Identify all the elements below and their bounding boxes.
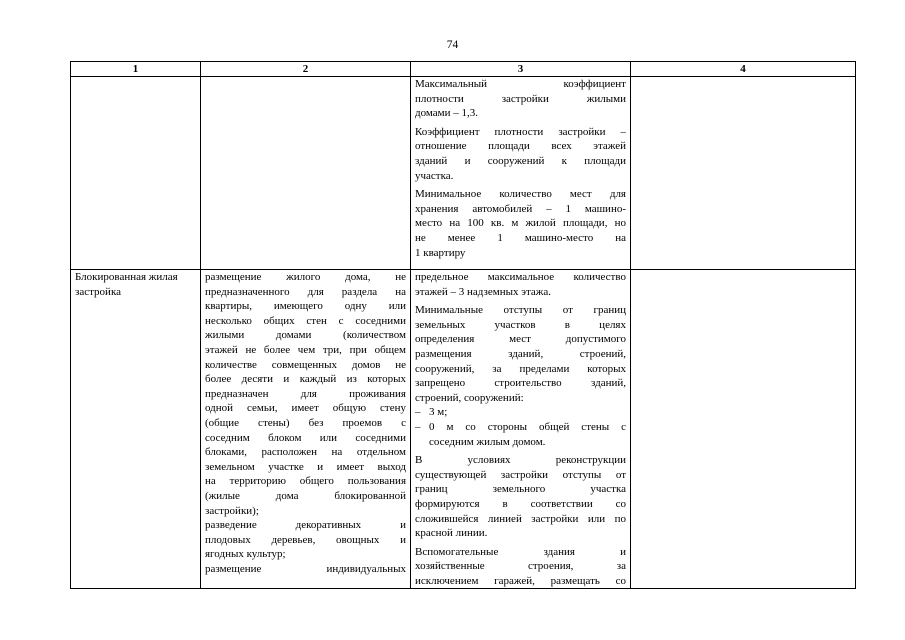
text-line: 1 квартиру (415, 246, 466, 259)
column-header: 2 (201, 62, 411, 77)
text-line: несколько общих стен с соседними (205, 314, 406, 327)
table-cell-col1 (71, 270, 201, 589)
text-line: (жилые дома блокированной (205, 489, 406, 502)
text-paragraph (415, 303, 626, 405)
text-line: блоками, расположен на отдельном (205, 446, 406, 459)
text-line: Минимальное количество мест для (415, 188, 626, 201)
text-paragraph (415, 453, 626, 541)
text-line: место на 100 кв. м жилой площади, но (415, 217, 626, 230)
text-line: плотности застройки жилыми (415, 92, 626, 105)
text-paragraph (205, 562, 406, 577)
text-line (415, 405, 626, 420)
column-header: 4 (631, 62, 856, 77)
text-line: границ земельного участка (415, 483, 626, 496)
text-line: размещения зданий, строений, (415, 347, 626, 360)
text-line-content: 0 м со стороны общей стены с (429, 420, 626, 433)
text-line: запрещено строительство зданий, (415, 377, 626, 390)
text-line-content: 3 м; (429, 406, 448, 419)
text-line: исключением гаражей, размещать со (415, 574, 626, 587)
text-paragraph (415, 545, 626, 589)
text-line: существующей застройки отступы от (415, 468, 626, 481)
dash-marker: – (415, 420, 421, 433)
text-line: определения мест допустимого (415, 333, 626, 346)
text-line: Коэффициент плотности застройки – (415, 125, 626, 138)
text-line: сложившейся линией застройки или по (415, 512, 626, 525)
text-line: на территорию общего пользования (205, 475, 406, 488)
text-line: предназначенного для раздела на (205, 285, 406, 298)
text-line: сооружений, за пределами которых (415, 362, 626, 375)
text-line: земельных участков в целях (415, 318, 626, 331)
text-line-content: соседним жилым домом. (429, 435, 546, 448)
text-line: Минимальные отступы от границ (415, 304, 626, 317)
text-line: этажей не более чем три, при общем (205, 343, 406, 356)
text-line: ягодных культур; (205, 548, 286, 561)
text-line: Вспомогательные здания и (415, 545, 626, 558)
text-line: зданий и сооружений к площади (415, 154, 626, 167)
text-line: отношение площади всех этажей (415, 140, 626, 153)
text-line: жилыми домами (количеством (205, 329, 406, 342)
text-line: формируются в соответствии со (415, 497, 626, 510)
text-line: размещение жилого дома, не (205, 271, 406, 283)
text-line: домами – 1,3. (415, 107, 479, 120)
text-line: красной линии. (415, 527, 488, 540)
text-paragraph (415, 270, 626, 299)
column-header: 1 (71, 62, 201, 77)
table-cell-col4 (631, 270, 856, 589)
text-paragraph (205, 270, 406, 518)
text-line (415, 420, 626, 435)
text-paragraph (415, 125, 626, 183)
text-line: размещение индивидуальных (205, 562, 406, 575)
text-line: В условиях реконструкции (415, 454, 626, 467)
text-line: предельное максимальное количество (415, 271, 626, 283)
text-line: предназначен для проживания (205, 387, 406, 400)
table-cell-col3 (411, 270, 631, 589)
text-line: плодовых деревьев, овощных и (205, 533, 406, 546)
text-line: количестве совмещенных домов не (205, 358, 406, 371)
table-cell-col2 (201, 77, 411, 270)
text-line: Максимальный коэффициент (415, 78, 626, 90)
table-cell-col2 (201, 270, 411, 589)
table-cell-col3 (411, 77, 631, 270)
page-number: 74 (446, 39, 459, 51)
text-line: хранения автомобилей – 1 машино- (415, 202, 626, 215)
text-line: участка. (415, 169, 454, 182)
dash-marker: – (415, 406, 421, 419)
text-line (415, 435, 626, 450)
table-row (71, 270, 856, 589)
use-type-label: Блокированная жилая застройка (75, 271, 178, 298)
column-header: 3 (411, 62, 631, 77)
text-line: земельном участке и имеет выход (205, 460, 406, 473)
text-line: одной семьи, имеет общую стену (205, 402, 406, 415)
text-line: (общие стены) без проемов с (205, 416, 406, 429)
dash-list-item (415, 405, 626, 420)
dash-list-item (415, 420, 626, 449)
regulations-table (70, 61, 856, 589)
text-line: квартиры, имеющего одну или (205, 300, 406, 313)
text-line: застройки); (205, 504, 259, 517)
text-line: более десяти и каждый из которых (205, 373, 406, 386)
table-row (71, 77, 856, 270)
text-paragraph (205, 518, 406, 562)
text-line: разведение декоративных и (205, 519, 406, 532)
text-line: не менее 1 машино-место на (415, 231, 626, 244)
text-line: соседним блоком или соседними (205, 431, 406, 444)
text-line: строений, сооружений: (415, 391, 524, 404)
table-cell-col4 (631, 77, 856, 270)
text-line: хозяйственные строения, за (415, 560, 626, 573)
text-line: этажей – 3 надземных этажа. (415, 285, 552, 298)
text-paragraph (415, 187, 626, 260)
text-paragraph (415, 77, 626, 121)
table-cell-col1 (71, 77, 201, 270)
table-header-row (71, 62, 856, 77)
